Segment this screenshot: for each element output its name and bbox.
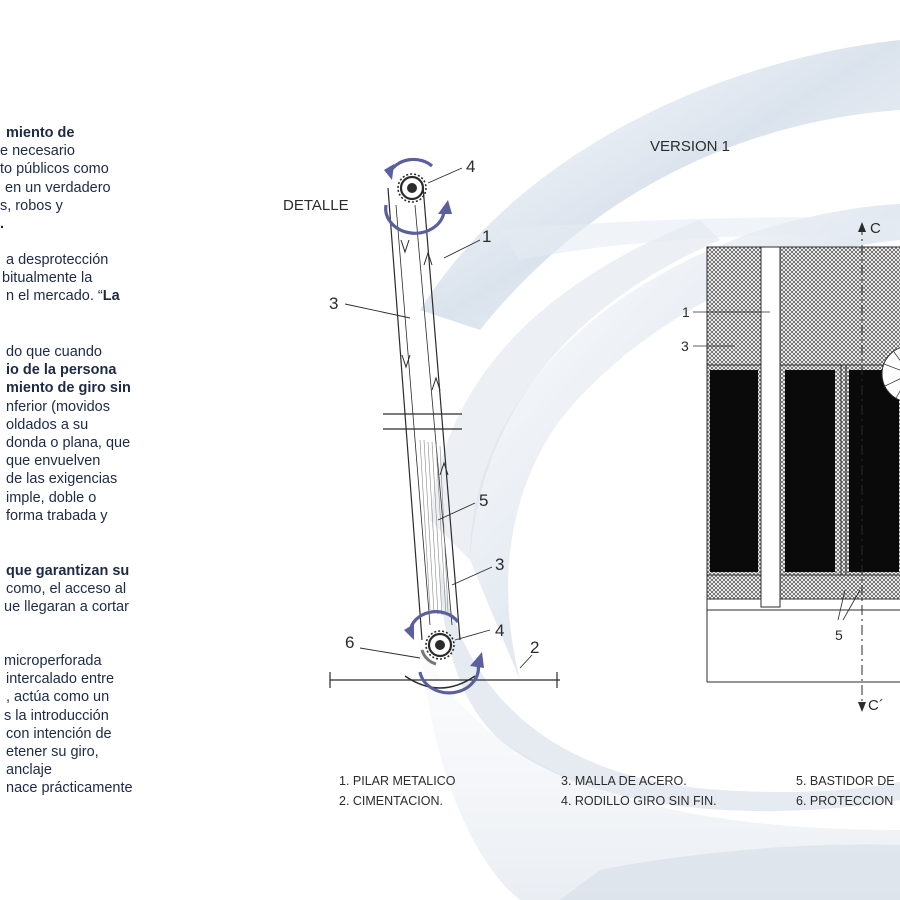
leader-line [444,240,480,258]
text-line: anclaje [6,762,52,779]
text-line: de las exigencias [6,471,118,488]
callout-label: 3 [329,294,339,313]
text-line: etener su giro, [6,743,99,760]
rotation-arrow-icon [390,159,432,172]
text-line: con intención de [6,725,112,742]
text-line: como, el acceso al [6,581,127,598]
legend-item: 6. PROTECCION [796,794,894,808]
leader-line [345,304,410,318]
callout-label: 3 [495,555,505,574]
text-line: io de la persona [6,362,117,379]
text-line: do que cuando [6,344,102,360]
callout-label: 5 [835,627,843,643]
vertical-pillar [761,247,780,607]
text-line: bitualmente la [2,270,93,287]
text-line: miento de [6,125,75,141]
legend-item: 5. BASTIDOR DE [796,774,895,788]
text-line: forma trabada y [6,507,108,524]
dark-panel [785,370,835,572]
leader-line [438,503,475,520]
text-line: s la introducción [4,707,109,724]
leader-line [360,648,420,658]
section-label-top: C [870,220,881,237]
text-line: to públicos como [0,161,109,178]
mesh-panel-bottom [707,575,900,599]
detail-drawing [330,168,560,688]
mesh-hatch [420,440,448,615]
text-line: en un verdadero [5,179,111,196]
text-line: intercalado entre [6,671,115,688]
belt-arrow-down [401,240,409,252]
belt-line [415,205,452,625]
legend-item: 4. RODILLO GIRO SIN FIN. [561,794,717,808]
version-drawing [693,222,900,712]
text-line: nace prácticamente [6,780,133,797]
leader-line [452,567,492,585]
callout-label: 1 [682,304,690,320]
leader-line [455,630,490,640]
callout-label: 5 [479,491,489,510]
dark-panel [849,370,899,572]
text-line: imple, doble o [6,489,97,506]
dark-panel [710,370,758,572]
foundation-curve [405,676,475,688]
text-line: ue llegaran a cortar [4,599,129,616]
text-line: microperforada [4,653,102,669]
text-line: . [0,215,5,232]
text-line: donda o plana, que [6,434,131,451]
belt-arrow-up [424,253,432,265]
callout-label: 6 [345,633,355,652]
detail-title: DETALLE [283,197,349,214]
version-title: VERSION 1 [650,138,731,155]
text-line: n el mercado. “La [6,288,120,305]
callout-label: 3 [681,338,689,354]
legend-item: 3. MALLA DE ACERO. [561,774,687,788]
section-label-bottom: C´ [868,697,884,714]
legend-item: 1. PILAR METALICO [339,774,456,788]
leader-line [428,168,462,183]
callout-label: 4 [466,157,476,176]
text-line: nferior (movidos [6,398,110,415]
callout-label: 2 [530,638,540,657]
text-line: e necesario [0,143,75,160]
text-line: miento de giro sin [6,380,131,397]
text-line: que envuelven [6,453,101,470]
callout-label: 1 [482,227,492,246]
text-line: que garantizan su [6,563,130,579]
text-line: oldados a su [6,416,89,433]
legend-item: 2. CIMENTACION. [339,794,443,808]
belt-line [396,205,430,625]
text-line: a desprotección [6,252,109,268]
legend [339,774,895,808]
text-line: s, robos y [0,197,63,214]
mesh-panel-top [707,247,900,365]
callout-label: 4 [495,621,505,640]
text-line: , actúa como un [6,689,110,706]
